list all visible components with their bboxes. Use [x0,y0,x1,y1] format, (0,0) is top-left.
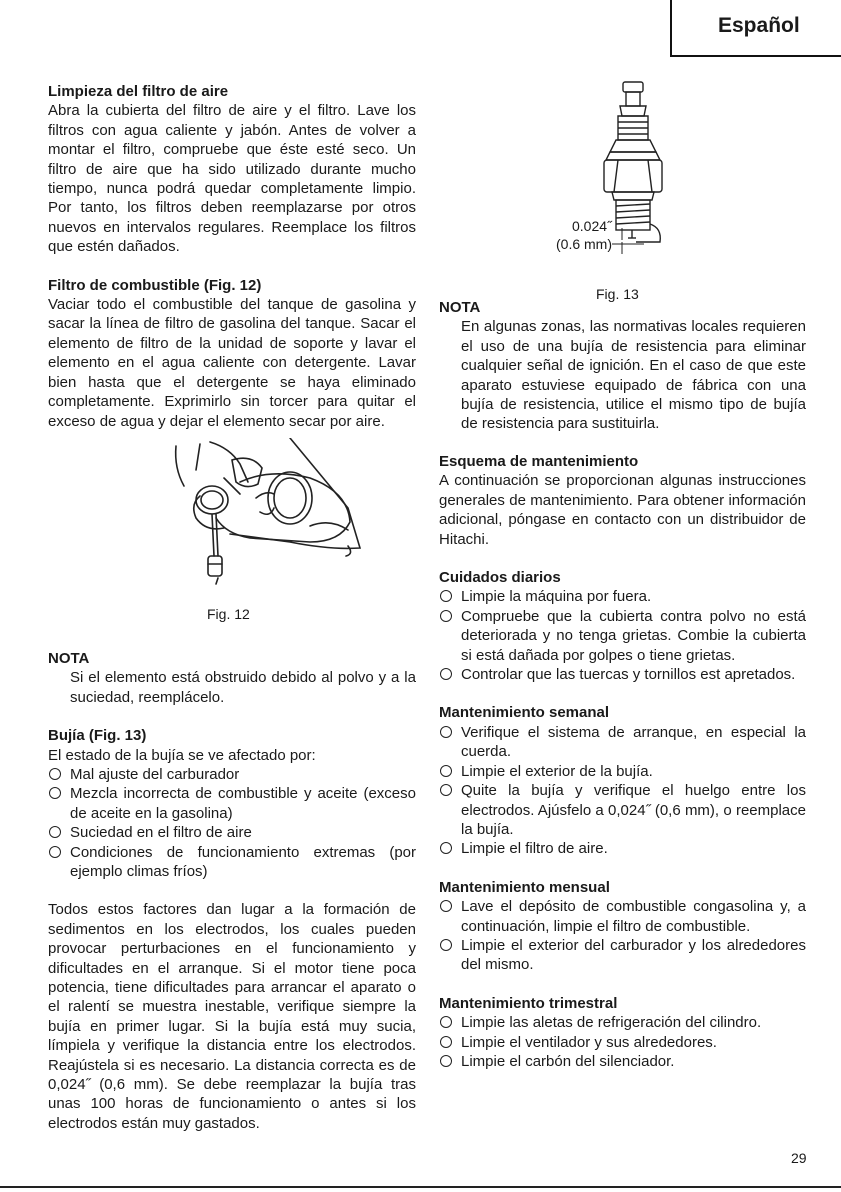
spark-plug-illustration [548,78,718,278]
gap-mm-label: (0.6 mm) [556,236,612,252]
fig13-caption: Fig. 13 [596,286,639,302]
list-item: Limpie el exterior de la bujía. [439,762,806,781]
fig12-caption: Fig. 12 [207,606,250,622]
note-heading: NOTA [439,299,481,316]
air-filter-heading: Limpieza del filtro de aire [48,83,229,100]
list-item: Lave el depósito de combustible congasolina y, a continuación, limpie el filtro de combustible. [439,897,806,936]
monthly-heading: Mantenimiento mensual [439,878,610,896]
list-item: Limpie el filtro de aire. [439,839,806,858]
maintenance-schedule-section [439,452,806,549]
weekly-heading: Mantenimiento semanal [439,704,610,722]
note-section-1 [48,649,416,707]
list-item: Limpie la máquina por fuera. [439,587,806,606]
list-item: Limpie las aletas de refrigeración del cilindro. [439,1013,806,1032]
list-item: Mal ajuste del carburador [48,765,416,784]
spark-plug-text: Todos estos factores dan lugar a la formación de sedimentos en los electrodos, los cuales pueden provocar perturbaciones en el funcionamiento y dificultades en el arranque. Si el motor tiene poca potencia, tiene dificultades para arrancar el aparato o el ralentí se muestra inestable, verifique siempre la bujía en primer lugar. Si la bujía está muy sucia, límpiela y verifique la distancia entre los electrodos. Reajústela si es necesario. La distancia correcta es de 0,024˝ (0,6 mm). Se debe reemplazar la bujía tras unas 100 horas de funcionamiento o antes si los electrodos están muy gastados. [48,901,416,1132]
air-filter-text: Abra la cubierta del filtro de aire y el filtro. Lave los filtros con agua caliente y jabón. Antes de volver a montar el filtro, compruebe que éste esté seco. Un filtro de aire que ha sido utilizado durante mucho tiempo, nunca podrá quedar completamente limpio. Por tanto, los filtros deben reemplazarse por otros nuevos en intervalos regulares. Reemplace los filtros que estén dañados. [48,102,416,256]
list-item: Limpie el exterior del carburador y los alrededores del mismo. [439,936,806,975]
list-item: Controlar que las tuercas y tornillos est apretados. [439,665,806,684]
daily-care-section [439,568,806,684]
note-heading: NOTA [48,649,90,667]
monthly-list [439,897,806,975]
list-item: Mezcla incorrecta de combustible y aceite (exceso de aceite en la gasolina) [48,784,416,823]
quarterly-heading: Mantenimiento trimestral [439,994,618,1012]
right-column [439,452,806,1071]
list-item: Quite la bujía y verifique el huelgo entre los electrodos. Ajúsfelo a 0,024˝ (0,6 mm), o reemplace la bujía. [439,781,806,839]
list-item: Limpie el carbón del silenciador. [439,1052,806,1071]
weekly-list [439,723,806,859]
fuel-filter-heading: Filtro de combustible (Fig. 12) [48,276,262,294]
note-section-2 [439,298,806,434]
daily-heading: Cuidados diarios [439,569,561,587]
list-item: Condiciones de funcionamiento extremas (por ejemplo climas fríos) [48,843,416,882]
language-tab [670,0,841,57]
page-number: 29 [791,1150,807,1166]
air-filter-section [48,82,416,257]
gap-inch-label: 0.024˝ [572,218,612,234]
fuel-filter-section [48,276,416,431]
weekly-maintenance-section [439,703,806,858]
spark-plug-heading: Bujía (Fig. 13) [48,727,147,745]
note-text: Si el elemento está obstruido debido al polvo y a la suciedad, reemplácelo. [70,669,416,706]
note-text: En algunas zonas, las normativas locales requieren el uso de una bujía de resistencia para eliminar cualquier señal de ignición. En el caso de que este aparato estuviese equipado de fábrica con una bujía de resistencia, utilice el mismo tipo de bujía de resistencia para sustituirla. [461,318,806,433]
schedule-text: A continuación se proporcionan algunas instrucciones generales de mantenimiento. Para obtener información adicional, póngase en contacto con un distribuidor de Hitachi. [439,472,806,548]
spark-plug-intro: El estado de la bujía se ve afectado por: [48,746,316,764]
list-item: Verifique el sistema de arranque, en especial la cuerda. [439,723,806,762]
bottom-rule [0,1186,841,1188]
fuel-filter-illustration [170,438,370,598]
spark-plug-section [48,726,416,1133]
quarterly-list [439,1013,806,1071]
fuel-filter-text: Vaciar todo el combustible del tanque de gasolina y sacar la línea de filtro de gasolina del tanque. Sacar el elemento de filtro de la unidad de soporte y lavar el elemento en el agua caliente con detergente. Lavar bien hasta que el detergente se haya eliminado completamente. Exprimirlo sin torcer para quitar el exceso de agua y dejar el elemento secar por aire. [48,296,416,430]
list-item: Suciedad en el filtro de aire [48,823,416,842]
daily-list [439,587,806,684]
monthly-maintenance-section [439,878,806,975]
list-item: Limpie el ventilador y sus alrededores. [439,1033,806,1052]
quarterly-maintenance-section [439,994,806,1072]
list-item: Compruebe que la cubierta contra polvo no está deteriorada y no tenga grietas. Combie la cubierta si está dañada por golpes o tiene grietas. [439,607,806,665]
schedule-heading: Esquema de mantenimiento [439,453,639,470]
language-label: Español [718,14,800,37]
spark-plug-factor-list [48,765,416,881]
